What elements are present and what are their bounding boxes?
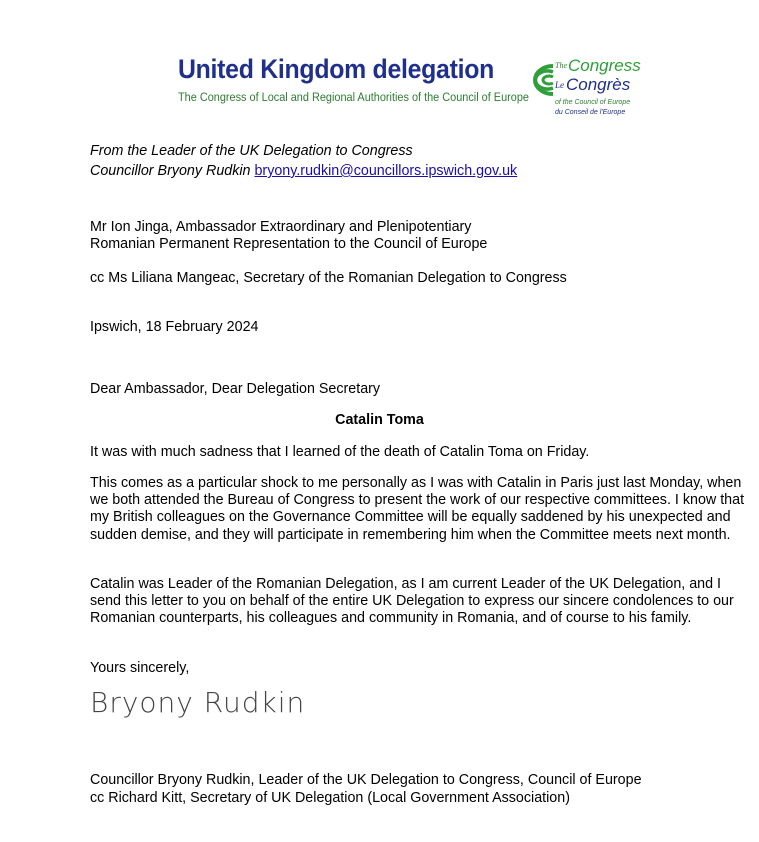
salutation: Dear Ambassador, Dear Delegation Secretary: [90, 381, 381, 397]
handwritten-signature: Bryony Rudkin: [90, 686, 306, 719]
congress-logo: [513, 58, 653, 120]
recipient-line1: Mr Ion Jinga, Ambassador Extraordinary and Plenipotentiary: [90, 219, 472, 235]
paragraph-1: It was with much sadness that I learned of the death of Catalin Toma on Friday.: [90, 444, 590, 460]
congress-logo-icon: [513, 60, 555, 100]
logo-council-fr: du Conseil de l'Europe: [555, 109, 626, 116]
closing: Yours sincerely,: [90, 660, 190, 676]
paragraph-2: This comes as a particular shock to me personally as I was with Catalin in Paris just last Monday, when we both attended the Bureau of Congress to present the work of our respective committees. I know that my British colleagues on the Governance Committee will be equally saddened by his unexpected and sudden demise, and they will participate in remembering him when the Committee meets next month.: [90, 475, 745, 543]
recipient-cc: cc Ms Liliana Mangeac, Secretary of the Romanian Delegation to Congress: [90, 270, 567, 286]
logo-council-en: of the Council of Europe: [555, 99, 631, 106]
logo-the-text: The: [555, 61, 567, 70]
delegation-subtitle: The Congress of Local and Regional Authorities of the Council of Europe: [178, 90, 529, 104]
from-name-line: [90, 163, 517, 181]
place-date: Ipswich, 18 February 2024: [90, 319, 259, 335]
paragraph-3: Catalin was Leader of the Romanian Delegation, as I am current Leader of the UK Delegation, and I send this letter to you on behalf of the entire UK Delegation to express our sincere condolences to our Romanian counterparts, his colleagues and community in Romania, and of course to his family.: [90, 576, 734, 627]
from-line: From the Leader of the UK Delegation to Congress: [90, 143, 413, 159]
delegation-title: United Kingdom delegation: [178, 54, 495, 84]
recipient-line2: Romanian Permanent Representation to the Council of Europe: [90, 236, 488, 252]
logo-congress-text: Congress: [568, 56, 641, 75]
from-name: Councillor Bryony Rudkin: [90, 163, 255, 179]
sender-email-link[interactable]: bryony.rudkin@councillors.ipswich.gov.uk: [254, 163, 518, 179]
logo-congres-text: Congrès: [566, 75, 631, 94]
footer-line2: cc Richard Kitt, Secretary of UK Delegation (Local Government Association): [90, 790, 570, 806]
subject-heading: Catalin Toma: [335, 412, 424, 428]
footer-line1: Councillor Bryony Rudkin, Leader of the UK Delegation to Congress, Council of Europe: [90, 772, 642, 788]
logo-le-text: Le: [555, 80, 564, 90]
